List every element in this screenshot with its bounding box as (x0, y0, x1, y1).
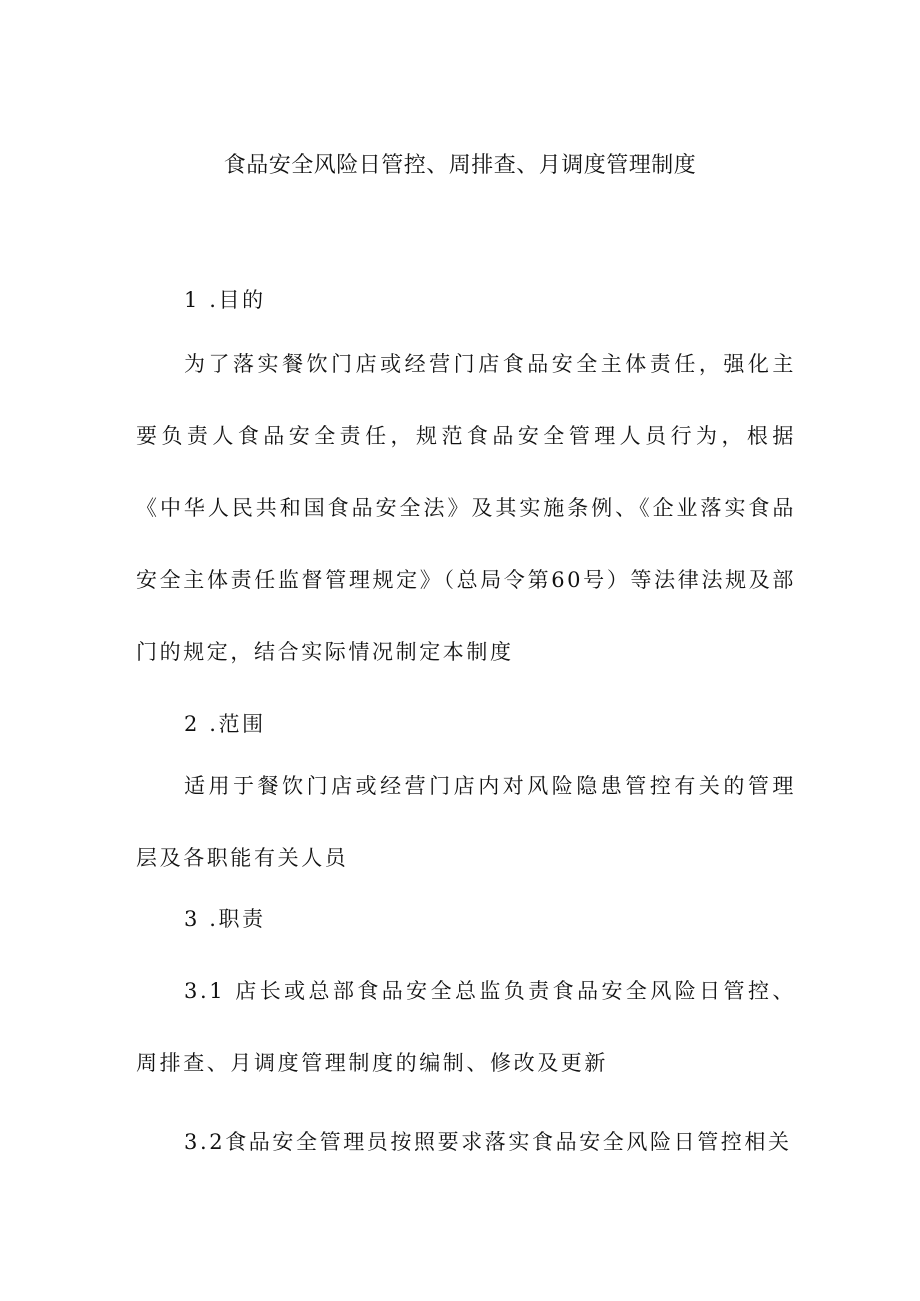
paragraph-responsibility-3-2: 3.2食品安全管理员按照要求落实食品安全风险日管控相关 (184, 1130, 792, 1154)
paragraph-purpose: 为了落实餐饮门店或经营门店食品安全主体责任，强化主要负责人食品安全责任，规范食品安全管理人员行为，根据《中华人民共和国食品安全法》及其实施条例、《企业落实食品安全主体责任监督管理规定》（总局令第60号）等法律法规及部门的规定，结合实际情况制定本制度 (136, 352, 796, 664)
paragraph-scope: 适用于餐饮门店或经营门店内对风险隐患管控有关的管理层及各职能有关人员 (136, 774, 796, 870)
document-title: 食品安全风险日管控、周排查、月调度管理制度 (223, 153, 697, 178)
section-heading-responsibilities: 3 .职责 (184, 907, 266, 931)
paragraph-responsibility-3-1: 3.1 店长或总部食品安全总监负责食品安全风险日管控、周排查、月调度管理制度的编制、修改及更新 (136, 979, 796, 1075)
section-heading-scope: 2 .范围 (184, 712, 266, 736)
section-heading-purpose: 1 .目的 (184, 288, 266, 312)
